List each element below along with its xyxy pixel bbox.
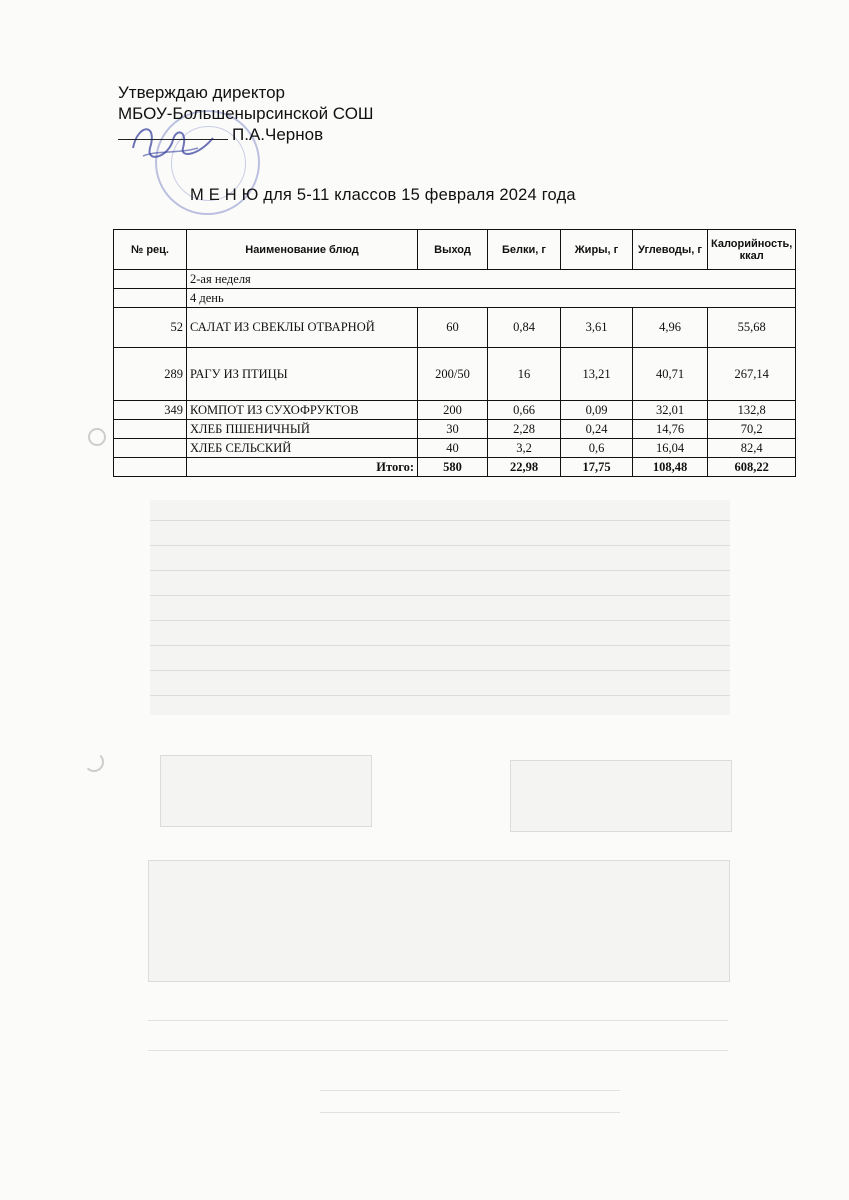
recipe-no: [114, 439, 187, 458]
day-label: 4 день: [187, 289, 796, 308]
dish-fats: 0,6: [561, 439, 633, 458]
dish-output: 200: [418, 401, 488, 420]
approval-block: [118, 82, 374, 145]
signature-underline: [118, 139, 228, 140]
dish-carbs: 14,76: [633, 420, 708, 439]
recipe-no: [114, 420, 187, 439]
header-dish-name: Наименование блюд: [187, 230, 418, 270]
recipe-no: 289: [114, 348, 187, 401]
table-row: [114, 401, 796, 420]
header-fats: Жиры, г: [561, 230, 633, 270]
table-cell: [114, 289, 187, 308]
bleed-through-line: [150, 670, 730, 671]
bleed-through-table: [160, 755, 372, 827]
bleed-through-line: [150, 545, 730, 546]
day-row: [114, 289, 796, 308]
dish-calories: 70,2: [708, 420, 796, 439]
dish-fats: 3,61: [561, 308, 633, 348]
bleed-through-line: [150, 570, 730, 571]
dish-fats: 0,24: [561, 420, 633, 439]
dish-calories: 132,8: [708, 401, 796, 420]
total-label: Итого:: [187, 458, 418, 477]
bleed-through-table: [510, 760, 732, 832]
table-cell: [114, 458, 187, 477]
dish-name: ХЛЕБ ПШЕНИЧНЫЙ: [187, 420, 418, 439]
week-row: [114, 270, 796, 289]
total-proteins: 22,98: [488, 458, 561, 477]
week-label: 2-ая неделя: [187, 270, 796, 289]
dish-proteins: 0,84: [488, 308, 561, 348]
bleed-through-line: [150, 620, 730, 621]
dish-calories: 267,14: [708, 348, 796, 401]
dish-name: КОМПОТ ИЗ СУХОФРУКТОВ: [187, 401, 418, 420]
bleed-through-line: [150, 595, 730, 596]
dish-calories: 55,68: [708, 308, 796, 348]
dish-carbs: 16,04: [633, 439, 708, 458]
dish-proteins: 2,28: [488, 420, 561, 439]
director-name: П.А.Чернов: [232, 125, 324, 144]
header-carbs: Углеводы, г: [633, 230, 708, 270]
recipe-no: 349: [114, 401, 187, 420]
table-row: [114, 420, 796, 439]
dish-name: РАГУ ИЗ ПТИЦЫ: [187, 348, 418, 401]
dish-proteins: 16: [488, 348, 561, 401]
header-recipe-no: № рец.: [114, 230, 187, 270]
dish-output: 30: [418, 420, 488, 439]
dish-output: 200/50: [418, 348, 488, 401]
approval-school: МБОУ-Большенырсинской СОШ: [118, 104, 374, 123]
total-carbs: 108,48: [633, 458, 708, 477]
dish-output: 60: [418, 308, 488, 348]
table-cell: [114, 270, 187, 289]
dish-fats: 13,21: [561, 348, 633, 401]
table-row: [114, 348, 796, 401]
total-fats: 17,75: [561, 458, 633, 477]
header-calories: Калорийность, ккал: [708, 230, 796, 270]
table-header-row: [114, 230, 796, 270]
header-proteins: Белки, г: [488, 230, 561, 270]
total-row: [114, 458, 796, 477]
table-row: [114, 308, 796, 348]
dish-calories: 82,4: [708, 439, 796, 458]
recipe-no: 52: [114, 308, 187, 348]
bleed-through-line: [150, 520, 730, 521]
bleed-through-line: [148, 1020, 728, 1021]
total-output: 580: [418, 458, 488, 477]
bleed-through-area: [150, 500, 730, 715]
bleed-through-table: [148, 860, 730, 982]
dish-name: САЛАТ ИЗ СВЕКЛЫ ОТВАРНОЙ: [187, 308, 418, 348]
dish-name: ХЛЕБ СЕЛЬСКИЙ: [187, 439, 418, 458]
dish-fats: 0,09: [561, 401, 633, 420]
menu-table: [113, 229, 796, 477]
dish-carbs: 32,01: [633, 401, 708, 420]
paper-smudge: [88, 428, 106, 446]
bleed-through-line: [150, 695, 730, 696]
bleed-through-line: [320, 1090, 620, 1091]
total-calories: 608,22: [708, 458, 796, 477]
approval-title: Утверждаю директор: [118, 83, 286, 102]
table-row: [114, 439, 796, 458]
paper-smudge: [84, 752, 104, 772]
header-output: Выход: [418, 230, 488, 270]
menu-title: М Е Н Ю для 5-11 классов 15 февраля 2024 года: [190, 186, 576, 204]
bleed-through-line: [148, 1050, 728, 1051]
bleed-through-line: [150, 645, 730, 646]
dish-proteins: 0,66: [488, 401, 561, 420]
dish-proteins: 3,2: [488, 439, 561, 458]
dish-carbs: 4,96: [633, 308, 708, 348]
dish-output: 40: [418, 439, 488, 458]
dish-carbs: 40,71: [633, 348, 708, 401]
bleed-through-line: [320, 1112, 620, 1113]
approval-signature-line: [118, 124, 374, 145]
